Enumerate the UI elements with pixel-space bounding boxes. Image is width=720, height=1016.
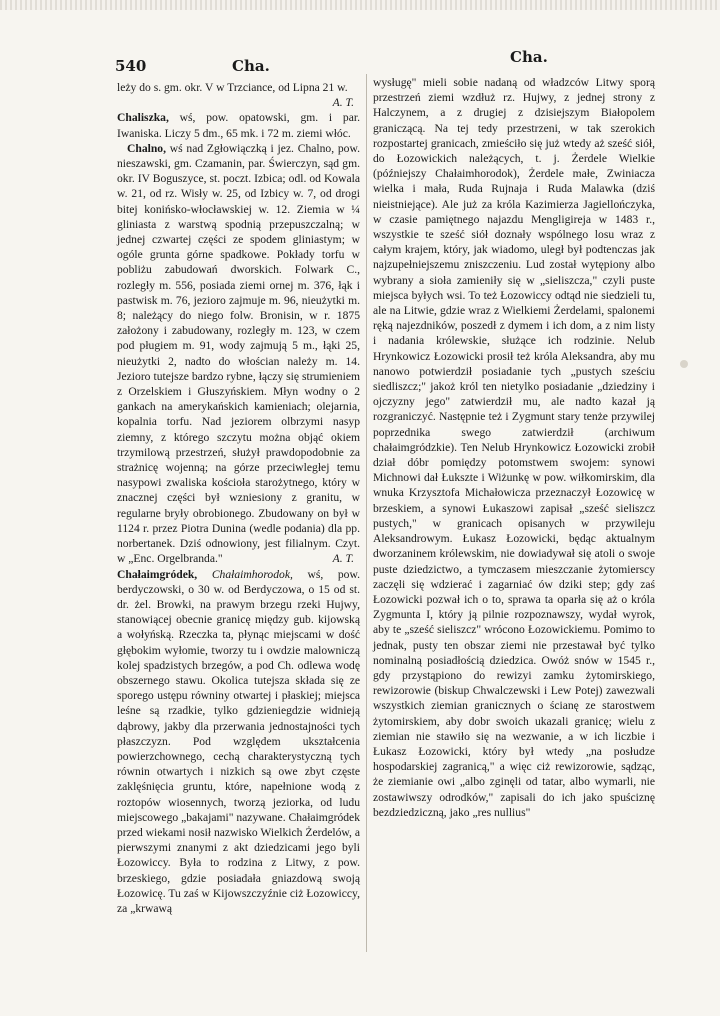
- entry-variant-name: Chałaimhorodok,: [197, 567, 293, 581]
- page-top-edge: [0, 0, 720, 10]
- running-head-right: Cha.: [510, 48, 548, 66]
- entry-text: wś nad Zgłowiączką i jez. Chalno, pow. nieszawski, gm. Czamanin, par. Świerczyn, sąd gm. okr. IV Boguszyce, st. poczt. Izbica; odl. od Kowala w. 21, od rz. Wisły w. 25, od Izbicy w. 7, od drogi bitej konińsko-włocławskiej w. 12. Ziemia w ¼ gliniasta z warstwą spodnią przepuszczalną; w jednej czwartej części ze spodem gliniastym; w ogóle grunta górne spadkowe. Pokłady torfu w pobliżu zabudowań dworskich. Folwark C., rozległy m. 556, posiada ziemi ornej m. 376, łąk i pastwisk m. 76, jezioro zajmuje m. 96, nieużytki m. 8; należący do niego folw. Bronisin, w r. 1875 założony i zabudowany, rozległy m. 123, w czem pod pługiem m. 91, wody zajmują 5 m., łąki 25, nieużytki 2, nadto do włościan należy m. 14. Jezioro tutejsze bardzo rybne, łączy się strumieniem z Orzelskiem i Głuszyńskiem. Młyn wodny o 2 gankach na amerykańskich kamieniach; olejarnia, kopalnia torfu. Nad jeziorem olbrzymi nasyp ziemny, z którego szczytu można objąć okiem trzymilową przestrzeń, służył prawdopodobnie za strażnicę wojenną; na górze przeciwległej temu nasypowi zwaliska kościoła starożytnego, który w znacznej części był wzniesiony z granitu, w regularne bryły obrobionego. Zbudowany on był w 1124 r. przez Piotra Dunina (wedle podania) dla pp. norbertanek. Dziś odnowiony, jest filialnym. Czyt. w „Enc. Orgelbranda.": [117, 141, 360, 566]
- paper-blemish: [680, 360, 688, 368]
- left-column: [117, 80, 360, 916]
- entry-headword: Chalno,: [127, 141, 166, 155]
- entry-headword: Chaliszka,: [117, 111, 169, 125]
- page-number: 540: [115, 57, 147, 75]
- entry-text: leży do s. gm. okr. V w Trzciance, od Lipna 21 w.: [117, 81, 348, 94]
- column-divider: [366, 74, 367, 952]
- entry-chalaimgrodek: [117, 567, 360, 917]
- entry-headword: Chałaimgródek,: [117, 567, 198, 581]
- entry-text: wś, pow. berdyczowski, o 30 w. od Berdyczowa, o 15 od st. dr. żel. Browki, na prawym brzegu rzeki Hujwy, stanowiącej obecnie granicę między gub. kijowską a wołyńską. Rzeczka ta, płynąc miejscami w dość głębokim wyłomie, tworzy tu i owdzie malowniczą kolej spadzistych brzegów, a pod Ch. odlewa wodę obszernego stawu. Okolica tutejsza składa się ze sporego ustępu równiny otwartej i płaskiej; miejsca leśne są rzadkie, tylko gdzieniegdzie widnieją dąbrowy, jakby dla przerwania jednostajności tych płaszczyzn. Pod względem ukształcenia powierzchownego, cechą charakterystyczną tych równin otwartych i nizkich są owe zbyt częste zaklęśnięcia gruntu, które, napełnione wodą z roztopów wiosennych, tworzą jeziorka, od ludu miejscowego „bakajami" nazywane. Chałaimgródek przed wiekami nosił nazwisko Wielkich Żerdelów, a pierwszymi znanymi z akt dziedzicami jego byli Łozowiccy. Była to rodzina z Litwy, z pow. brzeskiego, gdzie posiadała gniazdową swoją Łozowicę. Tu zaś w Kijowszczyźnie ciż Łozowiccy, za „krwawą: [117, 567, 360, 915]
- author-signature: A. T.: [332, 552, 354, 566]
- entry-continuation: [117, 80, 360, 110]
- entry-chalno: [117, 141, 360, 567]
- running-head-left: Cha.: [232, 57, 270, 75]
- entry-text: wś, pow. opatowski, gm. i par. Iwaniska. Liczy 5 dm., 65 mk. i 72 m. ziemi włóc.: [117, 111, 360, 140]
- right-column: [373, 75, 655, 820]
- entry-chaliszka: [117, 110, 360, 140]
- entry-continuation: wysługę" mieli sobie nadaną od władzców Litwy sporą przestrzeń ziemi wzdłuż rz. Hujwy, z jednej strony z Halczynem, a z drugiej z dzisiejszym Białopolem graniczącą. Na tej tedy przestrzeni, w tak szerokich rozpostartej granicach, zmieściło się już wtedy aż sześć siół, do Łozowickich należących, t. j. Żerdele Wielkie (późniejszy Chałaimhorodok), Żerdele małe, Zwiniacza wielka i mała, Ruda Rujnaja i Ruda Malawka (dziś nieistniejące). Ale już za króla Kazimierza Jagiellończyka, w czasie pamiętnego najazdu Mengligireja w 1483 r., wszystkie te sześć siół doznały wspólnego losu wraz z całym krajem, który, jak wiadomo, uległ był podtenczas jak najzupełniejszemu zniszczeniu. Lud został wytępiony albo wybrany a sioła zamieniły się w „sieliszcza," czyli puste miejsca byłych wsi. To też Łozowiccy odtąd nie siedzieli tu, ale na Litwie, gdzie wraz z Wielkiemi Żerdelami, spalonemi ręką najezdników, poszedł z dymem i ich dom, a z nim listy i nadania królewskie, służące ich rodzinie. Nelub Hrynkowicz Łozowicki prosił też króla Aleksandra, aby mu nanowo potwierdził posiadanie tych „pustych sześciu siedliszcz;" jakoż król ten nietylko posiadanie „dziedziny i ojczyzny jego" zatwierdził mu, ale nadto kazał ją rozgraniczyć. Następnie też i Zygmunt stary tenże przywilej poprzednika swego zatwierdził (archiwum chałaimgródzkie). Ten Nelub Hrynkowicz Łozowicki zrobił dział dóbr pomiędzy potomstwem swojem: synowi Michnowi dał Łukszte i Wiżunkę w pow. wiłkomirskim, dla wnuka Krzysztofa Michałowicza przeznaczył Łozowicę w brzeskiem, a synowi Łukaszowi zapisał „sześć sieliszcz pustych," w granicach opisanych w przywileju Aleksandrowym. Łukasz Łozowicki, będąc aktualnym dworzaninem królewskim, nie dowiadywał się atoli o swoje puste dziedzictwo, a tymczasem mieszczanie żytomierscy zaczęli się wdzierać i zagarniać ów dziki step; gdy zaś Łozowicki pozwał ich o to, sprawa ta oparła się aż o króla Zygmunta I, który ją pilnie rozpoznawszy, wydał wyrok, aby te „sześć sieliszcz" wrócono Łozowickiemu. Pomimo to jednak, pusty ten obszar ziemi nie przestawał być tylko nominalną posiadłością dziedzica. Owóż snów w 1545 r., gdy przystąpiono do rewizyi zamku żytomirskiego, rewizorowie (biskup Chwalczewski i Lew Potej) zawezwali wszystkich ziemian granicznych o ścianę ze starostwem żytomirskiem, aby dobr swoich ukazali granicę; wielu z ziemian nie stawiło się na wezwanie, a w ich liczbie i Łukasz Łozowicki, który był wtedy „na posłudze hospodarskiej zagranicą," a więc ciż rewizorowie, sądząc, że ziemianie owi „albo zginęli od tatar, albo wymarli, nie zostawiwszy odrodków," zapisali do ich jako spuściznę bezdziedziczną, jako „res nullius": [373, 76, 655, 819]
- author-signature: A. T.: [332, 96, 354, 110]
